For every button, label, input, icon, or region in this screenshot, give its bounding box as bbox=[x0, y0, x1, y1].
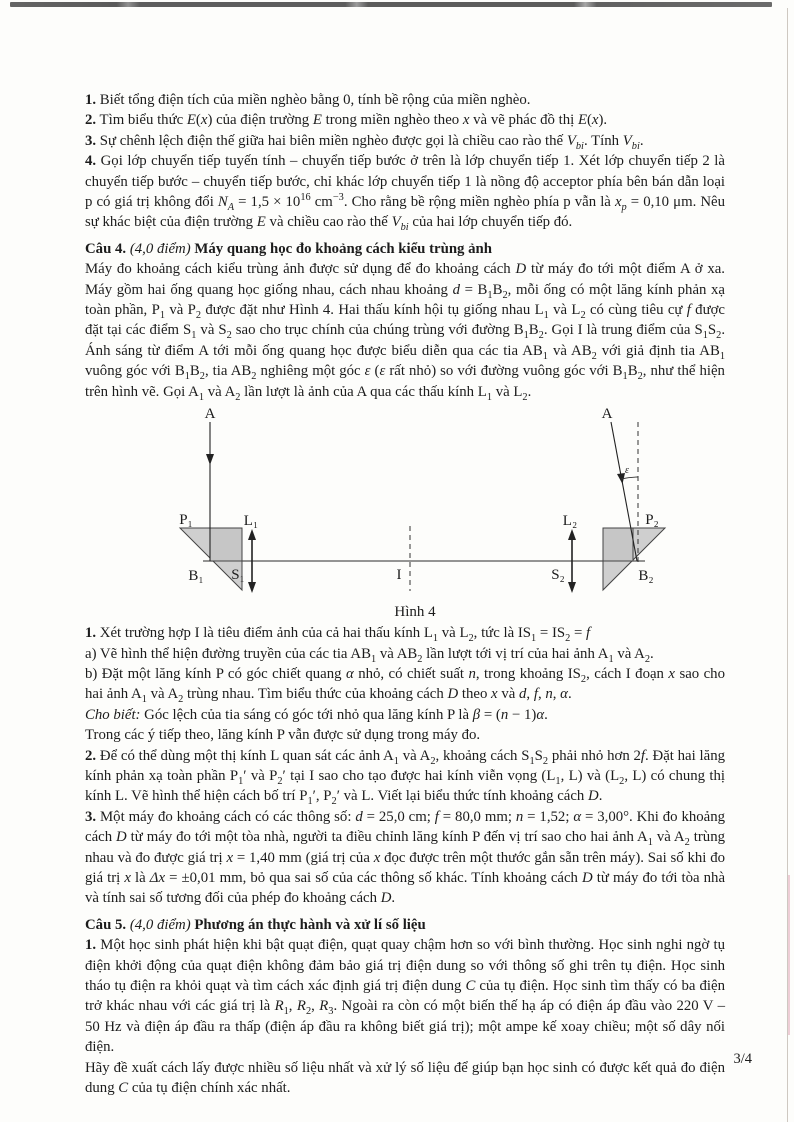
scan-artifact-top-strip bbox=[10, 2, 772, 7]
cau5-heading: Câu 5. (4,0 điểm) Phương án thực hành và xử lí số liệu bbox=[85, 916, 426, 933]
figure-caption: Hình 4 bbox=[394, 604, 436, 621]
left-lens-arrow-up bbox=[248, 529, 256, 540]
cau4-heading: Câu 4. (4,0 điểm) Máy quang học đo khoảng cách kiểu trùng ảnh bbox=[85, 240, 493, 257]
rangefinder-diagram bbox=[85, 406, 725, 621]
q3-item-2: 2. Tìm biểu thức E(x) của điện trường E trong miền nghèo theo x và vẽ phác đồ thị E(x). bbox=[85, 112, 608, 129]
cau4-item-2: 2. Để có thể dùng một thị kính L quan sát các ảnh $A_1$ và $A_2$, khoảng cách $S_1S_2$ phải nhỏ hơn 2f. Đặt hai lăng kính phản xạ toàn phần $P_1'$ và $P_2'$ tại I sao cho tạo được hai kính viễn vọng ($L_1$, L) và ($L_2$, L) có chung thị kính L. Vẽ hình thể hiện cách bố trí $P_1'$, $P_2'$ và L. Viết lại biểu thức tính khoảng cách D. bbox=[85, 747, 726, 808]
label-P2: P₂ bbox=[645, 512, 659, 529]
page-number: 3/4 bbox=[733, 1051, 752, 1067]
figure-hinh4 bbox=[85, 406, 725, 621]
label-epsilon: ε bbox=[625, 465, 629, 477]
label-A-right: A bbox=[601, 406, 613, 423]
cau4-item-1a: a) Vẽ hình thể hiện đường truyền của các tia $AB_1$ và $AB_2$ lần lượt tới vị trí của hai ảnh $A_1$ và $A_2$. bbox=[85, 645, 654, 665]
label-P1: P₁ bbox=[179, 512, 193, 529]
cau4-item-1b: b) Đặt một lăng kính P có góc chiết quang α nhỏ, có chiết suất n, trong khoảng $IS_2$, cách I đoạn x sao cho hai ảnh $A_1$ và $A_2$ trùng nhau. Tìm biểu thức của khoảng cách D theo x và d, f, n, α. bbox=[85, 665, 725, 706]
right-prism bbox=[603, 528, 665, 590]
cau4-item-1: 1. Xét trường hợp I là tiêu điểm ảnh của cả hai thấu kính $L_1$ và $L_2$, tức là $IS_1 = IS_2 = f$ bbox=[85, 625, 591, 645]
right-prism-face bbox=[603, 528, 633, 561]
left-lens-arrow-down bbox=[248, 582, 256, 593]
label-L1: L₁ bbox=[243, 513, 259, 530]
left-prism-face bbox=[210, 528, 242, 561]
cau4-note-following: Trong các ý tiếp theo, lăng kính P vẫn được sử dụng trong máy đo. bbox=[85, 727, 481, 744]
label-S1: S₁ bbox=[231, 567, 245, 584]
right-lens-arrow-down bbox=[568, 582, 576, 593]
label-I: I bbox=[396, 567, 402, 584]
page-content bbox=[85, 90, 725, 1098]
label-B1: B₁ bbox=[188, 568, 204, 585]
cau4-intro: Máy đo khoảng cách kiểu trùng ảnh được sử dụng để đo khoảng cách D từ máy đo tới một điểm A ở xa. Máy gồm hai ống quang học giống nhau, cách nhau khoảng $d = B_1B_2$, mỗi ống có một lăng kính phản xạ toàn phần, $P_1$ và $P_2$ được đặt như Hình 4. Hai thấu kính hội tụ giống nhau $L_1$ và $L_2$ có cùng tiêu cự f được đặt tại các điểm $S_1$ và $S_2$ sao cho trục chính của chúng trùng với đường $B_1B_2$. Gọi I là trung điểm của $S_1S_2$. Ánh sáng từ điểm A tới mỗi ống quang học được biểu diễn qua các tia $AB_1$ và $AB_2$ với giả định tia $AB_1$ vuông góc với $B_1B_2$, tia $AB_2$ nghiêng một góc ε (ε rất nhỏ) so với đường vuông góc với $B_1B_2$, như thể hiện trên hình vẽ. Gọi $A_1$ và $A_2$ lần lượt là ảnh của A qua các thấu kính $L_1$ và $L_2$. bbox=[85, 261, 726, 403]
left-ray-arrowhead bbox=[206, 454, 214, 465]
label-A-left: A bbox=[204, 406, 216, 423]
cau5-item-1: 1. Một học sinh phát hiện khi bật quạt điện, quạt quay chậm hơn so với bình thường. Học sinh nghi ngờ tụ điện khởi động của quạt điện không đảm bảo giá trị điện dung so với thông số ghi trên tụ điện. Học sinh tháo tụ điện ra khỏi quạt và tìm cách xác định giá trị điện dung C của tụ điện. Học sinh tìm thấy có ba điện trở khác nhau với các giá trị là $R_1$, $R_2$, $R_3$. Ngoài ra còn có một biến thế hạ áp có điện áp đầu vào 220 V – 50 Hz và điện áp đầu ra thấp (điện áp đầu ra không biết giá trị); một ampe kế xoay chiều; một số dây nối điện. bbox=[85, 937, 725, 1056]
right-lens-arrow-up bbox=[568, 529, 576, 540]
q3-item-4: 4. Gọi lớp chuyển tiếp tuyến tính – chuyển tiếp bước ở trên là lớp chuyển tiếp 1. Xét lớp chuyển tiếp 2 là chuyển tiếp bước – chuyển tiếp bước, chỉ khác lớp chuyển tiếp 1 là nồng độ acceptor phía bên bán dẫn loại p có giá trị không đổi $N_A = 1,5 \times 10^{16}$ $cm^{-3}$. Cho rằng bề rộng miền nghèo phía p vẫn là $x_p = 0,10$ μm. Nêu sự khác biệt của điện trường E và chiều cao rào thế $V_{bi}$ của hai lớp chuyển tiếp đó. bbox=[85, 153, 726, 234]
cau5-closing: Hãy đề xuất cách lấy được nhiều số liệu nhất và xử lý số liệu để giúp bạn học sinh có được kết quả đo điện dung C của tụ điện chính xác nhất. bbox=[85, 1059, 725, 1097]
cau4-note-cho-biet: Cho biết: Góc lệch của tia sáng có góc tới nhỏ qua lăng kính P là β = (n − 1)α. bbox=[85, 706, 548, 723]
q3-item-1: 1. Biết tổng điện tích của miền nghèo bằng 0, tính bề rộng của miền nghèo. bbox=[85, 92, 531, 108]
label-S2: S₂ bbox=[551, 567, 565, 584]
q3-item-3: 3. Sự chênh lệch điện thế giữa hai biên miền nghèo được gọi là chiều cao rào thế $V_{bi}$. Tính $V_{bi}$. bbox=[85, 132, 644, 152]
label-L2: L₂ bbox=[562, 513, 578, 530]
label-B2: B₂ bbox=[638, 568, 654, 585]
scan-artifact-pink-edge bbox=[788, 875, 790, 1035]
cau4-item-3: 3. Một máy đo khoảng cách có các thông số: d = 25,0 cm; f = 80,0 mm; n = 1,52; α = 3,00°. Khi đo khoảng cách D từ máy đo tới một tòa nhà, người ta điều chỉnh lăng kính P đến vị trí sao cho hai ảnh $A_1$ và $A_2$ trùng nhau và đo được giá trị x = 1,40 mm (giá trị của x đọc được trên một thước gắn sẵn trên máy). Sai số khi đo giá trị x là Δx = ±0,01 mm, bỏ qua sai số của các thông số khác. Tính khoảng cách D từ máy đo tới tòa nhà và tính sai số tương đối của phép đo khoảng cách D. bbox=[85, 808, 726, 907]
